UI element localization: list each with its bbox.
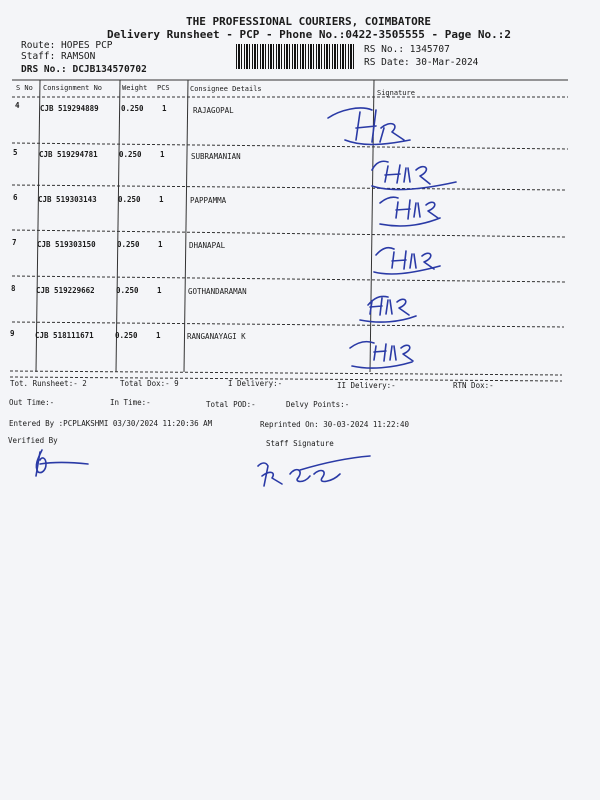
row-consignee: SUBRAMANIAN <box>191 152 241 161</box>
row-sno: 5 <box>13 148 18 157</box>
row-consignment: CJB 519229662 <box>36 286 95 295</box>
row-pcs: 1 <box>159 195 164 204</box>
row-consignee: PAPPAMMA <box>190 196 227 205</box>
col-sno: S No <box>16 84 33 92</box>
total-runsheet: Tot. Runsheet:- 2 <box>10 379 87 388</box>
rs-date: RS Date: 30-Mar-2024 <box>364 57 479 68</box>
out-time: Out Time:- <box>9 398 55 407</box>
row-sno: 9 <box>10 329 15 338</box>
row-pcs: 1 <box>157 286 162 295</box>
row-pcs: 1 <box>158 240 163 249</box>
col-consignee: Consignee Details <box>190 85 262 93</box>
reprinted-on: Reprinted On: 30-03-2024 11:22:40 <box>260 420 410 429</box>
ii-delivery: II Delivery:- <box>337 381 396 390</box>
row-weight: 0.250 <box>118 195 141 204</box>
row-pcs: 1 <box>160 150 165 159</box>
delvy-points: Delvy Points:- <box>286 400 350 409</box>
i-delivery: I Delivery:- <box>228 379 283 388</box>
col-consignment: Consignment No <box>43 84 103 92</box>
row-consignee: RANGANAYAGI K <box>187 332 246 341</box>
row-consignee: DHANAPAL <box>189 241 226 250</box>
row-consignment: CJB 519303143 <box>38 195 97 204</box>
row-weight: 0.250 <box>117 240 140 249</box>
rtn-dox: RTN Dox:- <box>453 381 494 390</box>
row-consignment: CJB 519294889 <box>40 104 99 113</box>
row-consignee: GOTHANDARAMAN <box>188 287 247 296</box>
row-consignee: RAJAGOPAL <box>193 106 234 115</box>
company-title: THE PROFESSIONAL COURIERS, COIMBATORE <box>186 15 432 28</box>
row-sno: 7 <box>12 238 17 247</box>
runsheet-subtitle: Delivery Runsheet - PCP - Phone No.:0422-3505555 - Page No.:2 <box>107 28 511 41</box>
in-time: In Time:- <box>110 398 151 407</box>
row-consignment: CJB 519294781 <box>39 150 98 159</box>
total-pod: Total POD:- <box>206 400 256 409</box>
row-consignment: CJB 519303150 <box>37 240 96 249</box>
row-weight: 0.250 <box>116 286 139 295</box>
total-dox: Total Dox:- 9 <box>120 379 179 388</box>
verified-signature <box>36 450 88 476</box>
staff-label: Staff: RAMSON <box>21 51 96 62</box>
row-sno: 4 <box>15 101 20 110</box>
drs-number: DRS No.: DCJB134570702 <box>21 64 147 75</box>
col-pcs: PCS <box>157 84 170 92</box>
row-weight: 0.250 <box>119 150 142 159</box>
row-weight: 0.250 <box>115 331 138 340</box>
col-signature: Signature <box>377 89 415 97</box>
rs-number: RS No.: 1345707 <box>364 44 450 55</box>
verified-by: Verified By <box>8 436 58 445</box>
staff-signature-label: Staff Signature <box>266 439 334 448</box>
row-sno: 6 <box>13 193 18 202</box>
row-weight: 0.250 <box>121 104 144 113</box>
col-weight: Weight <box>122 84 148 92</box>
staff-signature-scribble <box>258 456 370 486</box>
row-sno: 8 <box>11 284 16 293</box>
route-label: Route: HOPES PCP <box>21 40 113 51</box>
row-consignment: CJB 518111671 <box>35 331 94 340</box>
entered-by: Entered By :PCPLAKSHMI 03/30/2024 11:20:36 AM <box>9 419 213 428</box>
row-pcs: 1 <box>156 331 161 340</box>
row-pcs: 1 <box>162 104 167 113</box>
